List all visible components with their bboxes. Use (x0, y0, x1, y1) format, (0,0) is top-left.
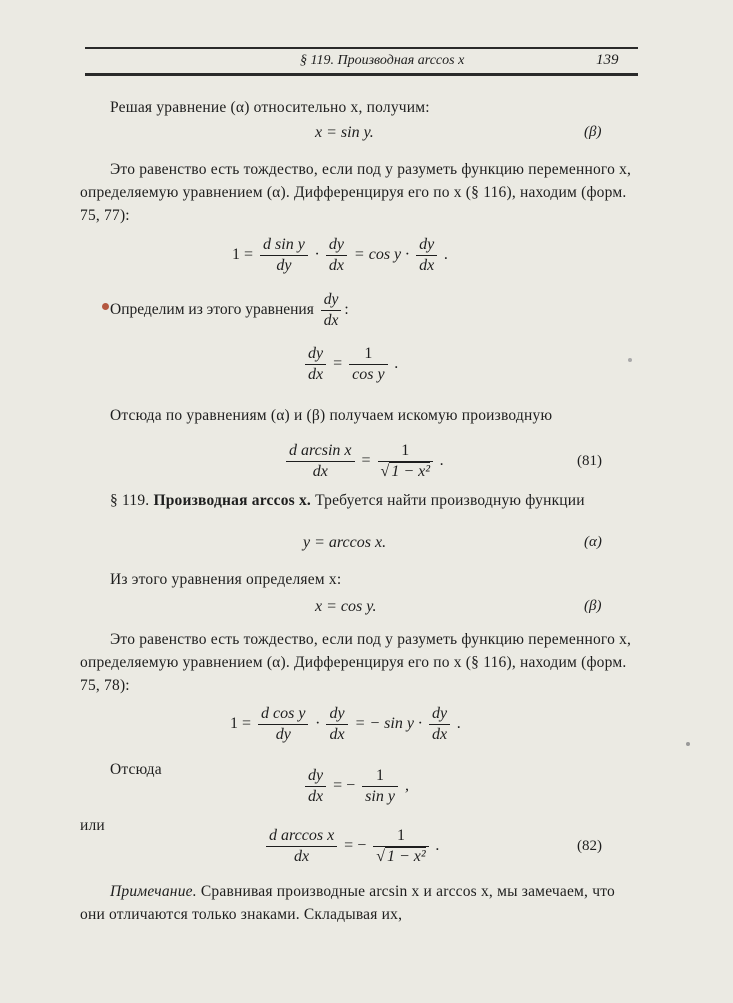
fraction (260, 235, 308, 276)
fraction (286, 441, 355, 482)
paragraph (110, 290, 349, 331)
equation-tag: (81) (577, 453, 602, 469)
equation (230, 704, 461, 745)
denominator: dx (431, 726, 448, 743)
page-stain (686, 742, 690, 746)
eq-text: = (333, 355, 343, 373)
denominator (378, 462, 433, 482)
numerator: dy (326, 235, 347, 256)
numerator: dy (429, 704, 450, 725)
radicand: 1 − x² (387, 848, 426, 865)
eq-text: : (344, 301, 349, 319)
eq-text: = (361, 452, 371, 470)
denominator: dx (308, 788, 324, 805)
equation: x = cos y. (315, 598, 377, 615)
page-stain (628, 358, 632, 362)
page-stain (102, 303, 109, 310)
paragraph: Отсюда (110, 761, 162, 778)
denominator (373, 847, 428, 867)
denominator: dx (294, 848, 310, 865)
numerator: d cos y (258, 704, 308, 725)
eq-text: . (444, 246, 449, 264)
numerator: dy (305, 766, 326, 787)
numerator: d sin y (260, 235, 308, 256)
denominator: dx (329, 726, 345, 743)
numerator: d arccos x (266, 826, 337, 847)
paragraph: Отсюда по уравнениям (α) и (β) получаем искомую производную (110, 407, 553, 424)
note-paragraph (80, 880, 640, 926)
denominator: dx (312, 463, 328, 480)
eq-text: · (315, 715, 320, 733)
fraction (362, 766, 398, 807)
eq-text: = − (333, 777, 356, 795)
denominator: dy (275, 726, 291, 743)
equation: x = sin y. (315, 124, 374, 141)
denominator: dx (419, 257, 435, 274)
page-number: 139 (596, 52, 619, 68)
equation (232, 235, 448, 276)
denominator: sin y (365, 788, 395, 805)
note-label: Примечание. (110, 883, 197, 900)
paragraph: Это равенство есть тождество, если под y разуметь функцию переменного x, определяемую уравнением (α). Дифференцируя его по x (§ 116), находим (форм. 75, 78): (80, 631, 632, 694)
fraction (416, 235, 437, 276)
fraction (373, 826, 428, 867)
eq-text: 1 = (230, 715, 252, 733)
denominator: dx (323, 312, 339, 329)
denominator: dy (276, 257, 292, 274)
numerator: dy (305, 344, 326, 365)
fraction (258, 704, 308, 745)
eq-text: · (314, 246, 319, 264)
fraction (326, 235, 347, 276)
note-text: Сравнивая производные arcsin x и arccos x, мы замечаем, что они отличаются только знаками. Складывая их, (80, 883, 615, 923)
eq-text: . (457, 715, 462, 733)
numerator: 1 (378, 441, 433, 462)
equation-tag: (β) (584, 598, 602, 614)
paragraph-text: Определим из этого уравнения (110, 301, 314, 319)
equation: y = arccos x. (303, 534, 387, 551)
fraction (305, 766, 326, 807)
denominator: dx (328, 257, 344, 274)
section-text: Требуется найти производную функции (315, 492, 585, 509)
paragraph: Решая уравнение (α) относительно x, получим: (110, 99, 430, 116)
radical-sign: √ (380, 463, 390, 480)
fraction (326, 704, 347, 745)
paragraph: Из этого уравнения определяем x: (110, 571, 342, 588)
fraction (378, 441, 433, 482)
equation (302, 344, 399, 385)
section-paragraph (80, 489, 640, 512)
equation (302, 766, 409, 807)
fraction (429, 704, 450, 745)
numerator: d arcsin x (286, 441, 355, 462)
equation (263, 826, 440, 867)
paragraph: или (80, 817, 105, 834)
equation-tag: (82) (577, 838, 602, 854)
radical-sign: √ (376, 848, 385, 865)
header-rule-top (85, 47, 638, 49)
denominator: dx (308, 366, 324, 383)
denominator: cos y (352, 366, 385, 383)
eq-text: . (394, 355, 399, 373)
eq-text: = − (344, 837, 367, 855)
equation-tag: (β) (584, 124, 602, 140)
eq-text: . (440, 452, 445, 470)
fraction (349, 344, 387, 385)
section-number: § 119. (110, 492, 150, 509)
eq-text: = − sin y · (354, 715, 422, 733)
numerator: dy (321, 290, 342, 311)
numerator: 1 (362, 766, 398, 787)
numerator: 1 (349, 344, 387, 365)
running-header-title: § 119. Производная arccos x (300, 53, 465, 68)
eq-text: 1 = (232, 246, 254, 264)
numerator: 1 (373, 826, 428, 847)
equation-tag: (α) (584, 534, 602, 550)
eq-text: = cos y · (353, 246, 410, 264)
numerator: dy (416, 235, 437, 256)
fraction (305, 344, 326, 385)
eq-text: , (404, 777, 409, 795)
eq-text: . (435, 837, 440, 855)
fraction (266, 826, 337, 867)
fraction (321, 290, 342, 331)
radicand: 1 − x² (391, 463, 431, 480)
numerator: dy (326, 704, 347, 725)
paragraph: Это равенство есть тождество, если под y разуметь функцию переменного x, определяемую уравнением (α). Дифференцируя его по x (§ 116), находим (форм. 75, 77): (80, 161, 632, 224)
section-title: Производная arccos x. (153, 492, 311, 509)
equation (283, 441, 444, 482)
header-rule-bottom (85, 73, 638, 76)
